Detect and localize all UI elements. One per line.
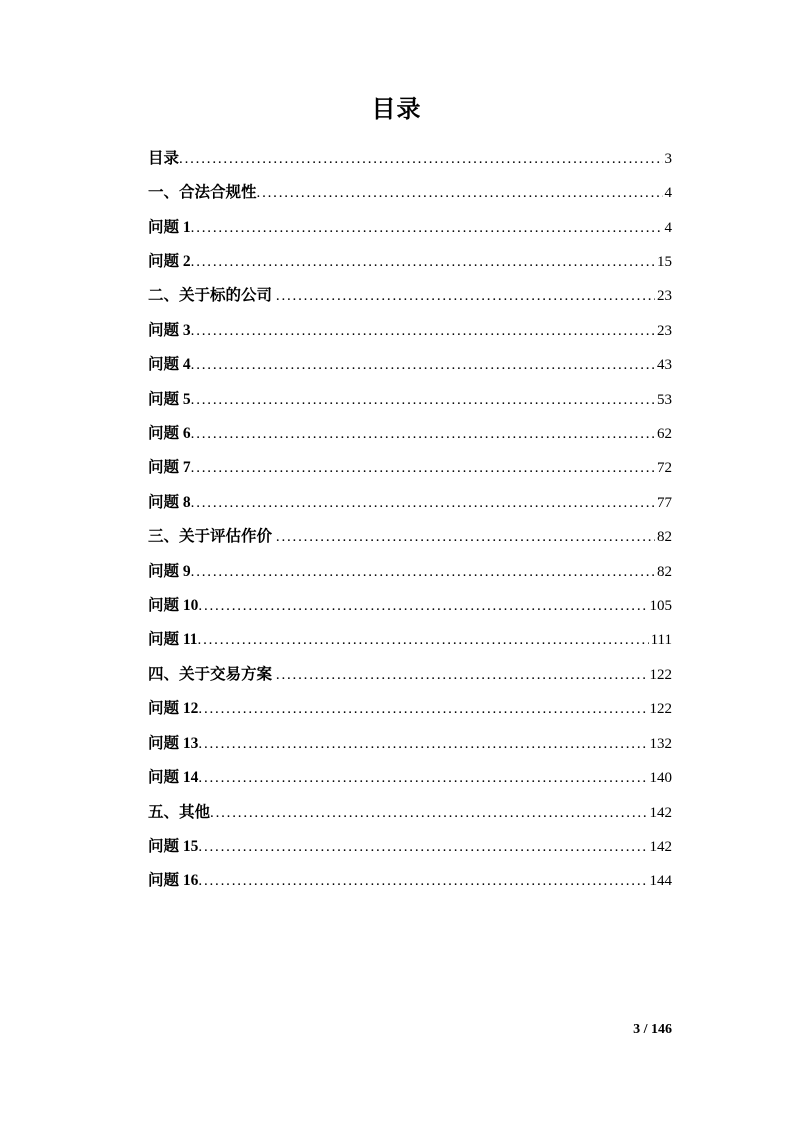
toc-entry-page: 82 bbox=[657, 529, 672, 546]
toc-entry-label: 问题 5 bbox=[148, 390, 191, 408]
toc-entry-label: 问题 1 bbox=[148, 218, 191, 236]
toc-entry-item[interactable] bbox=[148, 727, 672, 761]
toc-entry-label: 问题 15 bbox=[148, 837, 199, 855]
toc-entry-page: 3 bbox=[664, 150, 672, 167]
toc-entry-label: 二、关于标的公司 bbox=[148, 287, 276, 305]
toc-entry-section[interactable] bbox=[148, 142, 672, 176]
toc-dot-leader bbox=[210, 796, 647, 830]
toc-entry-item[interactable] bbox=[148, 211, 672, 245]
toc-entry-page: 15 bbox=[657, 254, 672, 271]
toc-dot-leader bbox=[191, 486, 655, 520]
toc-dot-leader bbox=[276, 520, 655, 554]
toc-dot-leader bbox=[198, 864, 647, 898]
toc-entry-label: 一、合法合规性 bbox=[148, 184, 257, 202]
toc-dot-leader bbox=[257, 176, 663, 210]
toc-entry-page: 111 bbox=[650, 632, 672, 649]
toc-entry-page: 77 bbox=[657, 494, 672, 511]
toc-entry-page: 105 bbox=[649, 598, 672, 615]
toc-entry-label: 问题 8 bbox=[148, 493, 191, 511]
toc-entry-item[interactable] bbox=[148, 451, 672, 485]
toc-dot-leader bbox=[191, 417, 655, 451]
toc-entry-section[interactable] bbox=[148, 658, 672, 692]
toc-entry-item[interactable] bbox=[148, 589, 672, 623]
toc-entry-section[interactable] bbox=[148, 520, 672, 554]
toc-entry-page: 122 bbox=[649, 666, 672, 683]
toc-entry-item[interactable] bbox=[148, 348, 672, 382]
toc-entry-page: 4 bbox=[664, 185, 672, 202]
toc-entry-page: 142 bbox=[649, 838, 672, 855]
toc-entry-label: 问题 14 bbox=[148, 769, 199, 787]
toc-entry-label: 问题 16 bbox=[148, 872, 199, 890]
toc-entry-label: 问题 9 bbox=[148, 562, 191, 580]
toc-entry-label: 五、其他 bbox=[148, 803, 211, 821]
toc-entry-item[interactable] bbox=[148, 417, 672, 451]
toc-entry-item[interactable] bbox=[148, 864, 672, 898]
toc-entry-page: 72 bbox=[657, 460, 672, 477]
toc-entry-label: 问题 3 bbox=[148, 321, 191, 339]
toc-entry-label: 问题 6 bbox=[148, 425, 191, 443]
toc-entry-page: 142 bbox=[649, 804, 672, 821]
page-number: 3 / 146 bbox=[633, 1022, 672, 1037]
toc-entry-item[interactable] bbox=[148, 486, 672, 520]
toc-entry-page: 43 bbox=[657, 357, 672, 374]
toc-dot-leader bbox=[198, 761, 647, 795]
toc-entry-page: 132 bbox=[649, 735, 672, 752]
toc-entry-item[interactable] bbox=[148, 761, 672, 795]
toc-dot-leader bbox=[191, 348, 655, 382]
toc-entry-page: 62 bbox=[657, 426, 672, 443]
toc-entry-section[interactable] bbox=[148, 796, 672, 830]
toc-dot-leader bbox=[191, 211, 663, 245]
toc-entry-page: 23 bbox=[657, 322, 672, 339]
toc-entry-item[interactable] bbox=[148, 555, 672, 589]
toc-entry-page: 144 bbox=[649, 873, 672, 890]
table-of-contents bbox=[148, 142, 672, 899]
toc-entry-label: 问题 7 bbox=[148, 459, 191, 477]
toc-dot-leader bbox=[198, 830, 647, 864]
toc-dot-leader bbox=[191, 383, 655, 417]
toc-entry-page: 140 bbox=[649, 770, 672, 787]
toc-entry-label: 问题 2 bbox=[148, 253, 191, 271]
toc-dot-leader bbox=[198, 623, 649, 657]
toc-entry-label: 三、关于评估作价 bbox=[148, 528, 276, 546]
page-footer bbox=[148, 1022, 672, 1038]
toc-dot-leader bbox=[191, 314, 655, 348]
toc-dot-leader bbox=[198, 727, 647, 761]
toc-entry-label: 问题 4 bbox=[148, 356, 191, 374]
toc-entry-page: 122 bbox=[649, 701, 672, 718]
toc-entry-section[interactable] bbox=[148, 176, 672, 210]
toc-dot-leader bbox=[276, 658, 648, 692]
toc-entry-label: 问题 11 bbox=[148, 631, 198, 649]
toc-entry-label: 目录 bbox=[148, 149, 180, 167]
toc-entry-page: 82 bbox=[657, 563, 672, 580]
toc-dot-leader bbox=[198, 692, 647, 726]
toc-entry-section[interactable] bbox=[148, 279, 672, 313]
toc-entry-label: 问题 10 bbox=[148, 597, 199, 615]
page-title: 目录 bbox=[371, 96, 422, 123]
toc-entry-page: 4 bbox=[664, 219, 672, 236]
toc-dot-leader bbox=[179, 142, 662, 176]
toc-dot-leader bbox=[191, 245, 655, 279]
toc-entry-item[interactable] bbox=[148, 245, 672, 279]
toc-dot-leader bbox=[191, 451, 655, 485]
toc-dot-leader bbox=[198, 589, 647, 623]
toc-entry-label: 问题 13 bbox=[148, 734, 199, 752]
toc-entry-item[interactable] bbox=[148, 623, 672, 657]
toc-entry-label: 四、关于交易方案 bbox=[148, 665, 276, 683]
toc-entry-page: 53 bbox=[657, 391, 672, 408]
toc-dot-leader bbox=[276, 279, 655, 313]
toc-entry-item[interactable] bbox=[148, 383, 672, 417]
toc-dot-leader bbox=[191, 555, 655, 589]
toc-entry-page: 23 bbox=[657, 288, 672, 305]
toc-entry-item[interactable] bbox=[148, 692, 672, 726]
toc-entry-item[interactable] bbox=[148, 314, 672, 348]
toc-entry-item[interactable] bbox=[148, 830, 672, 864]
toc-entry-label: 问题 12 bbox=[148, 700, 199, 718]
